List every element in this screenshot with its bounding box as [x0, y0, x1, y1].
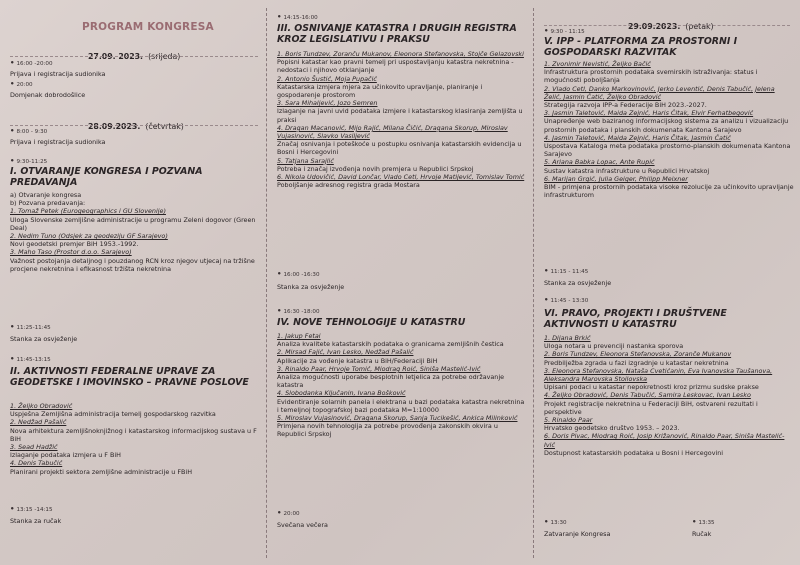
- speaker: 3. Sara Mihaljević, Jozo Semren: [277, 99, 378, 108]
- list-item: Infrastruktura prostornih podataka svemirskih istraživanja: status i mogućnosti poboljšanja: [544, 68, 758, 85]
- speaker: 3. Jasmin Taletović, Maida Zejnić, Haris Ćitak, Elvir Ferhatbegović: [544, 109, 754, 118]
- list-item: Analiza mogućnosti uporabe besplotnih letjelica za potrebe održavanje katastra: [277, 373, 505, 390]
- session-title: I. OTVARANJE KONGRESA I POZVANA PREDAVANJA: [10, 166, 203, 188]
- list-item: BIM - primjena prostornih podataka visoke rezolucije za učinkovito upravljanje infrastrukturom: [544, 183, 794, 200]
- speaker: 3. Eleonora Stefanovska, Nataša Cvetićanin, Eva Ivanovska Taušanova, Aleksandra Marovska Stoilovska: [544, 366, 773, 384]
- divider: [10, 56, 258, 57]
- speaker: 4. Dragan Macanović, Mijo Rajić, Milana Čičić, Dragana Skorup, Miroslav Vujasinović, Slavko Vasiljević: [277, 123, 508, 141]
- list-item: Uspostava Kataloga meta podataka prostorno-planskih dokumenata Kantona Sarajevo: [544, 142, 791, 159]
- agenda-text: Zatvaranje Kongresa: [544, 530, 611, 538]
- day-heading: 27.09. 2023. (srijeda): [88, 52, 181, 61]
- speaker: 2. Nedžad Pašalić: [10, 418, 67, 427]
- time-slot: • 11:45 - 13:30: [544, 296, 589, 304]
- list-item: Potreba i značaj izvođenja novih premjera u Republici Srpskoj: [277, 164, 474, 173]
- day-heading: 28.09.2023. (četvrtak): [88, 122, 184, 131]
- list-item: Primjena novih tehnologija za potrebe provođenja zakonskih okvira u Republici Srpskoj: [277, 422, 498, 439]
- speaker: 3. Maho Taso (Prostor d.o.o. Sarajevo): [10, 248, 132, 257]
- list-item: Strategija razvoja IPP-a Federacije BiH 2023.-2027.: [544, 101, 707, 110]
- time-slot: • 11:45-13:15: [10, 355, 51, 363]
- time-slot: • 13:35: [692, 518, 715, 526]
- time-slot: • 13:30: [544, 518, 567, 526]
- speaker: 1. Jakup Fetai: [277, 332, 321, 340]
- agenda-text: Svečana večera: [277, 521, 328, 529]
- session-list: [277, 50, 526, 189]
- time-slot: • 16:30 -18:00: [277, 307, 320, 315]
- speaker: 5. Miroslav Vujasinović, Dragana Skorup, Sanja Tucikešić, Ankica Milinković: [277, 414, 518, 423]
- list-item: b) Pozvana predavanja:: [10, 199, 86, 208]
- column-day-2-afternoon: [267, 0, 532, 565]
- session-title: IV. NOVE TEHNOLOGIJE U KATASTRU: [277, 317, 466, 328]
- speaker: 5. Tatjana Sarajlić: [277, 156, 334, 165]
- session-title: V. IPP - PLATFORMA ZA PROSTORNI I GOSPODARSKI RAZVITAK: [544, 36, 738, 58]
- list-item: Značaj osnivanja i poteškoće u postupku osnivanja katastarskih evidencija u Bosni i Hercegovini: [277, 140, 522, 157]
- list-item: Sustav katastra infrastrukture u Republici Hrvatskoj: [544, 166, 710, 175]
- session-list: [544, 60, 794, 199]
- time-slot: • 13:15 -14:15: [10, 505, 53, 513]
- agenda-text: Stanka za osvježenje: [277, 283, 345, 291]
- list-item: Nova arhitektura zemljišnoknjižnog i katastarskog informacijskog sustava u F BiH: [10, 426, 257, 443]
- time-slot: • 16:00 -16:30: [277, 270, 320, 278]
- speaker: 4. Denis Tabučić: [10, 459, 63, 468]
- time-slot: • 16:00 -20:00: [10, 59, 53, 67]
- speaker: 1. Tomaž Petek (Eurogeographics i GU Slovenije): [10, 207, 166, 216]
- list-item: Analiza kvalitete katastarskih podataka o granicama zemljišnih čestica: [277, 340, 504, 349]
- list-item: Uloga Slovenske zemljišne administracije u programu Zeleni dogovor (Green Deal): [10, 215, 256, 232]
- list-item: Uspješna Zemljišna administracija temelj gospodarskog razvitka: [10, 410, 216, 419]
- list-item: Uloga notara u prevenciji nastanka sporova: [544, 342, 684, 351]
- session-title: II. AKTIVNOSTI FEDERALNE UPRAVE ZA GEODETSKE I IMOVINSKO – PRAVNE POSLOVE: [10, 366, 249, 388]
- session-list: [10, 191, 259, 273]
- speaker: 1. Željko Obradović: [10, 402, 73, 410]
- time-slot: • 14:15-16:00: [277, 13, 318, 21]
- list-item: Evidentiranje solarnih panela i elektrana u bazi podataka katastra nekretnina i temeljnoj topografskoj bazi podataka M=1:10000: [277, 397, 525, 414]
- agenda-text: Stanka za ručak: [10, 517, 62, 525]
- session-title: III. OSNIVANJE KATASTRA I DRUGIH REGISTRA KROZ LEGISLATIVU I PRAKSU: [277, 23, 517, 45]
- speaker: 3. Sead Hadžić: [10, 443, 58, 452]
- column-day-3: [534, 0, 800, 565]
- speaker: 5. Rinaldo Paar: [544, 416, 593, 425]
- speaker: 6. Nikola Udovičić, David Lončar, Vlado Cetl, Hrvoje Matijević, Tomislav Tomić: [277, 173, 525, 182]
- list-item: Novi geodetski premjer BiH 1953.-1992.: [10, 240, 139, 249]
- list-item: Upisani podaci u katastar nepokretnosti kroz prizmu sudske prakse: [544, 383, 759, 392]
- speaker: 4. Slobodanka Ključanin, Ivana Bošković: [277, 389, 406, 398]
- speaker: 3. Rinaldo Paar, Hrvoje Tomić, Miodrag Roić, Siniša Mastelić-Ivić: [277, 364, 481, 373]
- column-day-1-2: [0, 0, 265, 565]
- speaker: 5. Ariana Babka Lopac, Ante Rupić: [544, 158, 655, 167]
- list-item: Poboljšanje adresnog registra grada Mostara: [277, 181, 420, 190]
- speaker: 1. Dijana Brkić: [544, 334, 591, 342]
- speaker: 6. Doris Pivac, Miodrag Roić, Josip Križanović, Rinaldo Paar, Siniša Mastelić-Ivić: [544, 432, 785, 449]
- time-slot: • 11:25-11:45: [10, 323, 51, 331]
- time-slot: • 20:00: [10, 80, 33, 88]
- speaker: 2. Vlado Cetl, Danko Markovinović, Jerko Leventić, Denis Tabučić, Jelena Želić, Jasmin Ćatić, Željko Obradović: [544, 84, 775, 101]
- speaker: 4. Željko Obradović, Denis Tabučić, Samira Leskovac, Ivan Lesko: [544, 391, 751, 400]
- list-item: Katastarska izmjera mjera za učinkovito upravljanje, planiranje i gospodarenje prostorom: [277, 82, 483, 100]
- list-item: a) Otvaranje kongresa: [10, 191, 82, 199]
- time-slot: • 9:30-11:25: [10, 157, 48, 165]
- speaker: 1. Boris Tundzev, Zoranču Mukanov, Eleonora Stefanovska, Stojče Gelazovski: [277, 50, 524, 58]
- time-slot: • 8:00 - 9:30: [10, 127, 48, 135]
- list-item: Dostupnost katastarskih podataka u Bosni i Hercegovini: [544, 448, 724, 457]
- session-title: VI. PRAVO, PROJEKTI I DRUŠTVENE AKTIVNOSTI U KATASTRU: [544, 308, 727, 330]
- time-slot: • 11:15 - 11:45: [544, 267, 589, 275]
- list-item: Izlaganje na javni uvid podataka izmjere i katastarskog klasiranja zemljišta u praksi: [277, 107, 523, 124]
- session-list: [277, 332, 526, 439]
- session-list: [10, 402, 259, 476]
- list-item: Planirani projekti sektora zemljišne administracije u FBiH: [10, 467, 193, 476]
- speaker: 4. Jasmin Taletović, Maida Zejnić, Haris Čitak, Jasmin Ćatić: [544, 133, 731, 142]
- agenda-text: Ručak: [692, 530, 712, 538]
- time-slot: • 9:30 - 11:15: [544, 27, 585, 35]
- list-item: Važnost postojanja detaljnog i pouzdanog RCN kroz njegov utjecaj na tržišne procjene nekretnina i efikasnost tržišta nekretnina: [10, 256, 255, 273]
- list-item: Projekt registracije nekretnina u Federaciji BiH, ostvareni rezultati i perspektive: [544, 399, 758, 416]
- agenda-text: Domjenak dobrodošlice: [10, 91, 86, 99]
- list-item: Unapređenje web baziranog informacijskog sistema za analizu i vizualizaciju prostornih podataka i planskih dokumenata Kantona Sarajevo: [544, 117, 789, 134]
- time-slot: • 20:00: [277, 509, 300, 517]
- speaker: 2. Nedim Tuno (Odsjek za geodeziju GF Sarajevo): [10, 232, 168, 241]
- speaker: 6. Marijan Grgić, Julia Geiger, Philipp Meixner: [544, 174, 688, 183]
- session-list: [544, 334, 794, 457]
- agenda-text: Stanka za osvježenje: [544, 279, 612, 287]
- agenda-text: Prijava i registracija sudionika: [10, 70, 106, 78]
- speaker: 2. Antonio Šustić, Moja Pupačić: [277, 74, 377, 83]
- list-item: Aplikacije za vođenje katastra u BiH/Federaciji BiH: [277, 356, 438, 365]
- list-item: Popisni katastar kao pravni temelj pri uspostavljanju katastra nekretnina - nedostaci i njihovo otklanjanje: [277, 58, 514, 75]
- program-title: PROGRAM KONGRESA: [82, 21, 214, 33]
- day-heading: 29.09.2023. (petak): [628, 22, 714, 31]
- speaker: 2. Boris Tundzev, Eleonora Stefanovska, Zoranče Mukanov: [544, 350, 732, 359]
- divider: [10, 125, 258, 126]
- divider: [544, 25, 790, 26]
- agenda-text: Stanka za osvježenje: [10, 335, 78, 343]
- speaker: 2. Mirsad Fajić, Ivan Lesko, Nedžad Pašalić: [277, 348, 414, 357]
- list-item: Predbilježba zgrada u fazi izgradnje u katastar nekretnina: [544, 358, 729, 367]
- speaker: 1. Zvonimir Nevistić, Željko Bačić: [544, 60, 651, 68]
- list-item: Hrvatsko geodetsko društvo 1953. – 2023.: [544, 424, 680, 433]
- list-item: Izlaganje podataka izmjera u F BiH: [10, 451, 121, 460]
- agenda-text: Prijava i registracija sudionika: [10, 138, 106, 146]
